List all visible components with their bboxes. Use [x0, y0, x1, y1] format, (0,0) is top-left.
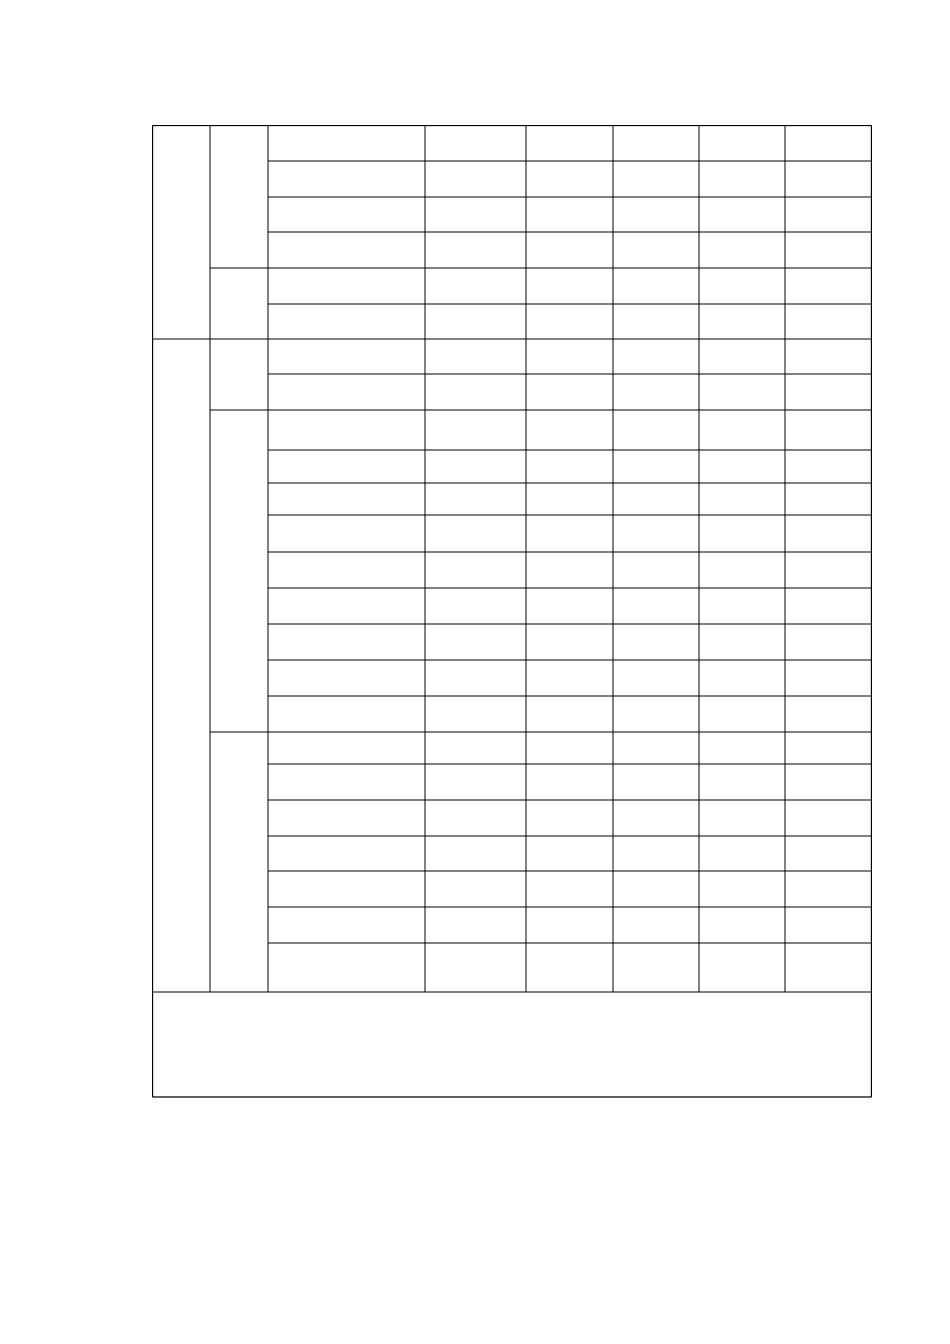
salary-value — [699, 339, 785, 374]
position-name — [268, 374, 425, 410]
salary-value — [526, 836, 613, 871]
salary-value — [785, 268, 872, 304]
salary-value — [425, 410, 526, 450]
salary-value — [699, 125, 785, 161]
salary-value — [785, 450, 872, 483]
salary-value — [613, 125, 699, 161]
salary-value — [785, 125, 872, 161]
salary-value — [699, 232, 785, 268]
salary-value — [526, 660, 613, 696]
salary-value — [613, 161, 699, 197]
salary-value — [699, 907, 785, 943]
salary-value — [526, 552, 613, 588]
salary-value — [785, 410, 872, 450]
salary-value — [425, 732, 526, 764]
position-name — [268, 552, 425, 588]
salary-value — [785, 624, 872, 660]
position-name — [268, 696, 425, 732]
salary-value — [526, 410, 613, 450]
position-name — [268, 624, 425, 660]
salary-value — [425, 268, 526, 304]
salary-value — [785, 552, 872, 588]
subgroup-label — [210, 125, 268, 268]
salary-value — [425, 660, 526, 696]
position-name — [268, 871, 425, 907]
salary-value — [613, 410, 699, 450]
salary-value — [613, 800, 699, 836]
salary-value — [785, 588, 872, 624]
salary-value — [526, 483, 613, 515]
salary-value — [526, 732, 613, 764]
salary-value — [425, 125, 526, 161]
salary-value — [526, 515, 613, 552]
salary-value — [699, 161, 785, 197]
salary-value — [699, 304, 785, 339]
position-name — [268, 450, 425, 483]
salary-value — [785, 232, 872, 268]
salary-value — [699, 764, 785, 800]
salary-value — [613, 588, 699, 624]
position-name — [268, 800, 425, 836]
salary-value — [526, 232, 613, 268]
salary-value — [613, 732, 699, 764]
salary-value — [425, 161, 526, 197]
salary-value — [425, 907, 526, 943]
group-label — [152, 125, 210, 339]
subgroup-label — [210, 268, 268, 339]
salary-table — [152, 125, 872, 1098]
salary-value — [526, 374, 613, 410]
salary-value — [785, 483, 872, 515]
salary-value — [785, 161, 872, 197]
salary-value — [785, 764, 872, 800]
position-name — [268, 483, 425, 515]
salary-value — [526, 624, 613, 660]
salary-value — [613, 232, 699, 268]
salary-value — [699, 800, 785, 836]
note-label — [160, 995, 864, 1019]
group-label — [152, 339, 210, 992]
salary-value — [613, 660, 699, 696]
salary-value — [613, 515, 699, 552]
salary-value — [785, 800, 872, 836]
salary-value — [613, 197, 699, 232]
position-name — [268, 836, 425, 871]
position-name — [268, 232, 425, 268]
salary-value — [526, 907, 613, 943]
salary-value — [425, 197, 526, 232]
salary-value — [699, 268, 785, 304]
subgroup-label — [210, 732, 268, 992]
salary-value — [526, 871, 613, 907]
salary-value — [425, 339, 526, 374]
salary-value — [613, 943, 699, 992]
salary-value — [613, 339, 699, 374]
salary-value — [699, 588, 785, 624]
position-name — [268, 161, 425, 197]
salary-value — [425, 800, 526, 836]
salary-value — [785, 836, 872, 871]
salary-value — [526, 125, 613, 161]
salary-value — [526, 800, 613, 836]
salary-value — [613, 483, 699, 515]
salary-value — [425, 232, 526, 268]
salary-value — [613, 552, 699, 588]
salary-value — [785, 907, 872, 943]
salary-value — [699, 197, 785, 232]
salary-value — [425, 836, 526, 871]
position-name — [268, 268, 425, 304]
position-name — [268, 907, 425, 943]
salary-value — [699, 660, 785, 696]
salary-value — [785, 339, 872, 374]
position-name — [268, 943, 425, 992]
salary-value — [699, 450, 785, 483]
salary-value — [613, 764, 699, 800]
salary-value — [785, 660, 872, 696]
salary-value — [699, 871, 785, 907]
salary-value — [699, 483, 785, 515]
salary-value — [785, 374, 872, 410]
salary-value — [425, 304, 526, 339]
salary-value — [699, 696, 785, 732]
salary-value — [699, 374, 785, 410]
salary-value — [526, 197, 613, 232]
salary-value — [613, 624, 699, 660]
salary-value — [425, 943, 526, 992]
position-name — [268, 304, 425, 339]
salary-value — [785, 304, 872, 339]
salary-value — [613, 696, 699, 732]
position-name — [268, 515, 425, 552]
salary-value — [425, 450, 526, 483]
salary-value — [425, 696, 526, 732]
salary-value — [526, 339, 613, 374]
salary-value — [613, 450, 699, 483]
subgroup-label — [210, 410, 268, 732]
salary-value — [785, 871, 872, 907]
subgroup-label — [210, 339, 268, 410]
position-name — [268, 339, 425, 374]
salary-value — [785, 197, 872, 232]
salary-value — [699, 624, 785, 660]
salary-value — [613, 871, 699, 907]
salary-value — [699, 515, 785, 552]
salary-value — [526, 588, 613, 624]
salary-value — [613, 268, 699, 304]
position-name — [268, 410, 425, 450]
salary-value — [613, 836, 699, 871]
position-name — [268, 660, 425, 696]
salary-value — [526, 764, 613, 800]
salary-value — [699, 410, 785, 450]
salary-value — [613, 907, 699, 943]
salary-value — [785, 732, 872, 764]
note-text — [160, 1019, 864, 1079]
salary-value — [699, 732, 785, 764]
salary-value — [785, 696, 872, 732]
salary-value — [699, 836, 785, 871]
salary-value — [425, 624, 526, 660]
salary-value — [526, 696, 613, 732]
position-name — [268, 732, 425, 764]
salary-value — [699, 943, 785, 992]
salary-value — [425, 515, 526, 552]
position-name — [268, 125, 425, 161]
salary-value — [785, 943, 872, 992]
position-name — [268, 764, 425, 800]
salary-value — [425, 764, 526, 800]
salary-value — [425, 871, 526, 907]
position-name — [268, 588, 425, 624]
salary-value — [613, 374, 699, 410]
salary-value — [526, 161, 613, 197]
salary-value — [526, 268, 613, 304]
position-name — [268, 197, 425, 232]
salary-value — [526, 943, 613, 992]
salary-value — [613, 304, 699, 339]
salary-value — [425, 588, 526, 624]
salary-value — [785, 515, 872, 552]
salary-value — [699, 552, 785, 588]
salary-value — [425, 374, 526, 410]
salary-value — [526, 304, 613, 339]
salary-value — [526, 450, 613, 483]
salary-value — [425, 483, 526, 515]
salary-value — [425, 552, 526, 588]
